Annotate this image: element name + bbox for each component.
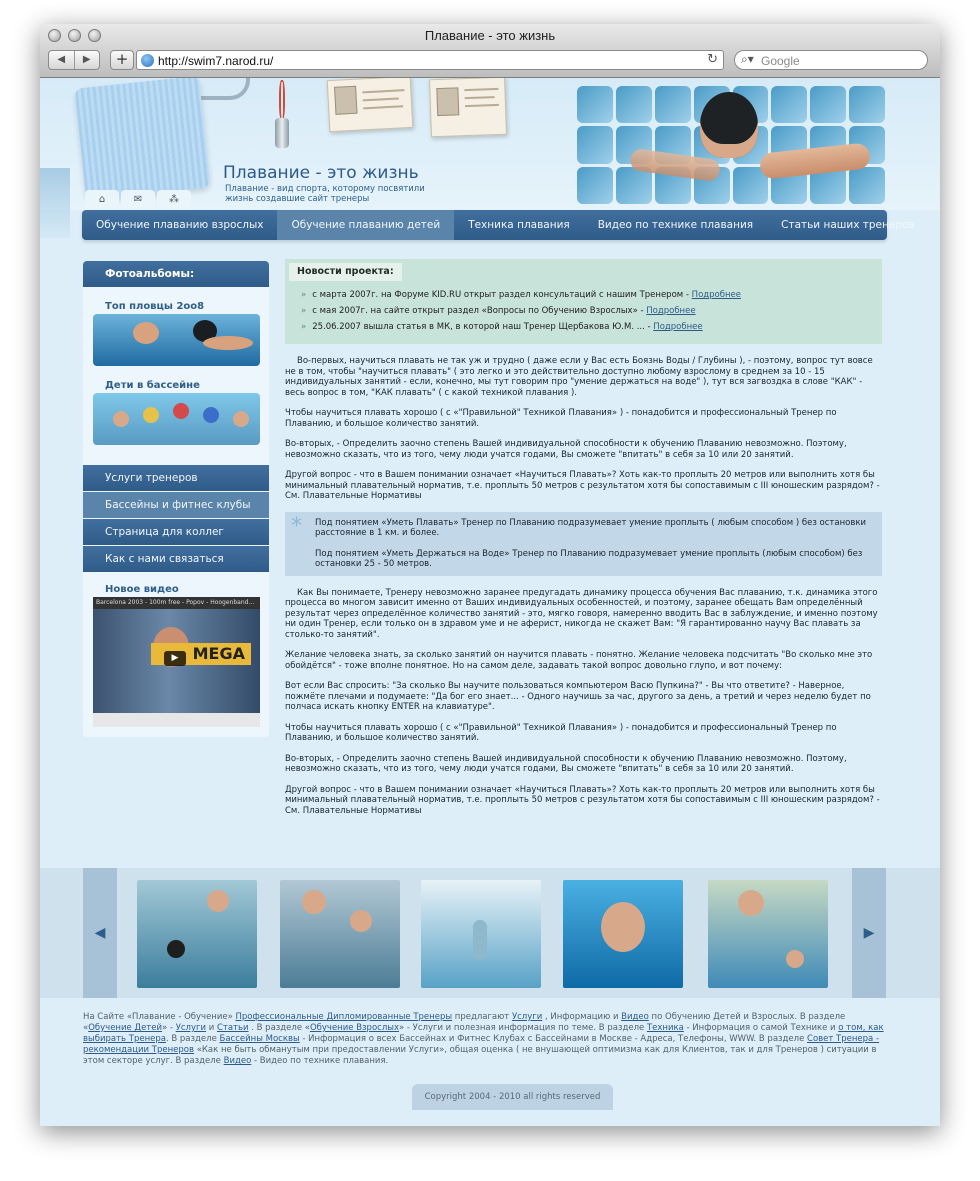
gallery-thumb[interactable] (708, 880, 828, 988)
nav-video[interactable]: Видео по технике плавания (597, 219, 754, 231)
reload-icon[interactable]: ↻ (707, 52, 718, 67)
footer-link[interactable]: о том, как выбирать Тренера (83, 1023, 884, 1044)
footer-link[interactable]: Профессиональные Дипломированные Тренеры (235, 1012, 453, 1022)
album-top-swimmers-image[interactable] (93, 314, 260, 366)
video-caption: Barcelona 2003 - 100m free - Popov - Hoogenband... (93, 597, 260, 609)
footer-link[interactable]: Обучение Детей (88, 1023, 163, 1033)
photo-gallery (40, 868, 940, 998)
search-input[interactable] (734, 50, 928, 70)
title-bar (40, 24, 940, 78)
news-more-link[interactable]: Подробнее (653, 322, 703, 332)
window-title: Плавание - это жизнь (424, 28, 556, 43)
home-icon[interactable]: ⌂ (85, 190, 119, 210)
certificate-image (429, 78, 507, 137)
copyright: Copyright 2004 - 2010 all rights reserved (412, 1084, 613, 1110)
gallery-thumb[interactable] (280, 880, 400, 988)
nav-articles[interactable]: Статьи наших тренеров (781, 219, 915, 231)
sidebar-item-contact[interactable]: Как с нами связаться (83, 546, 269, 572)
albums-heading: Фотоальбомы: (83, 261, 269, 287)
album-kids-image[interactable] (93, 393, 260, 445)
footer-link[interactable]: Видео (223, 1056, 252, 1066)
paragraph: Другой вопрос - что в Вашем понимании означает «Научиться Плавать»? Хоть как-то проплыть 20 метров или выполнить хотя бы минимальный плавательный норматив, т.е. проплыть 50 метров с результатом хотя бы сопоставимым с III юношеским разрядом? - См. Плавательные Нормативы (285, 470, 880, 501)
add-bookmark-button[interactable]: + (110, 50, 134, 70)
paragraph: Чтобы научиться плавать хорошо ( с «"Правильной" Техникой Плавания» ) - понадобится и профессиональный Тренер по Плаванию, и большое количество занятий. (285, 722, 837, 743)
footer-link[interactable]: Услуги (511, 1012, 543, 1022)
footer-link[interactable]: Видео (621, 1012, 649, 1022)
footer-text: На Сайте «Плавание - Обучение» Профессиональные Дипломированные Тренеры предлагают Услуги , Информацию и Видео по Обучению Детей и Взрослых. В разделе «Обучение Детей» - Услуги и Статьи . В разделе «Обучение Взрослых» - Услуги и полезная информация по теме. В разделе Техника - Информация о самой Технике и о том, как выбирать Тренера. В разделе Бассейны Москвы - Информация о всех Бассейнах и Фитнес Клубах с Бассейнами в Москве - Адреса, Телефоны, WWW. В разделе Совет Тренера - рекомендации Тренеров «Как не быть обманутым при предоставлении Услуги», общая оценка ( не внушающей оптимизма как для Клиентов, так и для Тренеров ) ситуации в этом секторе услуг. В разделе Видео - Видео по технике плавания. (83, 1012, 884, 1066)
paragraph: Чтобы научиться плавать хорошо ( с «"Правильной" Техникой Плавания» ) - понадобится и профессиональный Тренер по Плаванию, и большое количество занятий. (285, 408, 837, 429)
album-kids-link[interactable]: Дети в бассейне (105, 380, 200, 391)
footer-link[interactable]: Обучение Взрослых (309, 1023, 399, 1033)
site-subtitle: Плавание - вид спорта, которому посвятили жизнь создавшие сайт тренеры (225, 184, 425, 204)
decor-tiles (40, 168, 70, 238)
paragraph: Во-вторых, - Определить заочно степень Вашей индивидуальной способности к обучению Плаванию невозможно. Поэтому, невозможно сказать, что из того, чему люди учатся годами, Вы сможете "впитать" в себя за 10 или 20 занятий. (285, 753, 847, 774)
main-nav (82, 210, 915, 240)
towel-image (74, 78, 210, 200)
footer-link[interactable]: Совет Тренера - рекомендации Тренеров (83, 1034, 880, 1055)
paragraph: Желание человека знать, за сколько занятий он научится плавать - понятно. Желание человека подсчитать "Во сколько мне это обойдётся" - тоже вполне понятное. Но на самом деле, задавать такой вопрос довольно глупо, и вот почему: (285, 650, 873, 671)
paragraph: Во-вторых, - Определить заочно степень Вашей индивидуальной способности к обучению Плаванию невозможно. Поэтому, невозможно сказать, что из того, чему люди учатся годами, Вы сможете "впитать" в себя за 10 или 20 занятий. (285, 439, 847, 460)
new-video-heading: Новое видео (105, 584, 179, 595)
nav-technique[interactable]: Техника плавания (468, 219, 570, 231)
sidebar-item-pools[interactable]: Бассейны и фитнес клубы (83, 492, 269, 518)
nav-children[interactable]: Обучение плаванию детей (277, 210, 454, 240)
footer-link[interactable]: Статьи (216, 1023, 249, 1033)
search-placeholder: Google (761, 54, 800, 68)
mail-icon[interactable]: ✉ (121, 190, 155, 210)
header-icons (85, 190, 193, 210)
news-list (301, 287, 741, 335)
news-more-link[interactable]: Подробнее (646, 306, 696, 316)
video-banner-text: MEGA (151, 643, 251, 665)
asterisk-icon: * (291, 513, 302, 539)
site-title: Плавание - это жизнь (223, 163, 419, 183)
whistle-image (273, 80, 293, 150)
nav-adults[interactable]: Обучение плаванию взрослых (96, 219, 264, 231)
back-icon[interactable]: ◀ (49, 51, 75, 69)
footer-link[interactable]: Услуги (175, 1023, 206, 1033)
gallery-thumb[interactable] (563, 880, 683, 988)
news-item: » с мая 2007г. на сайте открыт раздел «Вопросы по Обучению Взрослых» - Подробнее (301, 306, 696, 316)
news-more-link[interactable]: Подробнее (691, 290, 741, 300)
album-top-swimmers-link[interactable]: Топ пловцы 2oo8 (105, 301, 205, 312)
paragraph: Как Вы понимаете, Тренеру невозможно заранее предугадать динамику процесса обучения Вас плаванию, т.к. динамика этого процесса во многом зависит именно от Ваших индивидуальных особенностей, и поэтому, заранее обещать Вам определённый результат через определённое количество занятий - это, мягко говоря, намеренно вводить Вас в заблуждение, и именно поэтому ни один Тренер, если только он в здравом уме и не аферист, никогда не скажет Вам: "Я гарантированно научу Вас плавать за столько-то занятий". (285, 587, 878, 640)
web-page (40, 78, 940, 1126)
definition-callout (285, 512, 882, 576)
footer-link[interactable]: Техника (646, 1023, 684, 1033)
history-buttons (48, 50, 100, 70)
sidebar-nav (83, 465, 269, 572)
paragraph: Во-первых, научиться плавать не так уж и трудно ( даже если у Вас есть Боязнь Воды / Глубины ), - поэтому, вопрос тут вовсе не в том, чтобы "научиться плавать" ( это легко и это действительно доступно любому взрослому в среднем за 10 - 15 индивидуальных занятий - если, конечно, мы тут говорим про "умение держаться на воде" ), тут вся загвоздка в слове "КАК" - весь вопрос в том, "КАК плавать" ( с какой техникой плавания ). (285, 356, 873, 398)
news-heading: Новости проекта: (289, 263, 402, 281)
gallery-thumb[interactable] (137, 880, 257, 988)
document-image (327, 78, 414, 132)
paragraph: Вот если Вас спросить: "За сколько Вы научите пользоваться компьютером Васю Пупкина?" - Вы что ответите? - Наверное, пожмёте плечами и подумаете: "Да бог его знает... - Одного научишь за час, другого за день, а третий и через неделю будет по полчаса искать кнопку ENTER на клавиатуре". (285, 681, 871, 712)
sidebar-item-colleagues[interactable]: Страница для коллег (83, 519, 269, 545)
video-player[interactable] (93, 597, 260, 727)
sidebar-item-coach-services[interactable]: Услуги тренеров (83, 465, 269, 491)
news-item: » с марта 2007г. на Форуме KID.RU открыт раздел консультаций с нашим Тренером - Подробнее (301, 290, 741, 300)
search-icon: ⌕▾ (741, 52, 754, 66)
callout-text: Под понятием «Уметь Держаться на Воде» Тренер по Плаванию подразумевает умение проплыть (любым способом) без остановки 25 - 50 метров. (315, 548, 863, 569)
article-content (285, 356, 882, 826)
browser-window (40, 24, 940, 1126)
sitemap-icon[interactable]: ⁂ (157, 190, 191, 210)
gallery-thumb[interactable] (421, 880, 541, 988)
forward-icon[interactable]: ▶ (82, 54, 91, 65)
url-text[interactable]: http://swim7.narod.ru/ (158, 54, 274, 68)
address-bar[interactable] (136, 50, 724, 70)
play-icon[interactable]: ▶ (164, 651, 186, 666)
site-header (40, 78, 940, 210)
sidebar (83, 261, 269, 737)
video-controls[interactable] (93, 713, 260, 727)
news-box (285, 259, 882, 344)
gallery-next-icon[interactable]: ▶ (852, 868, 886, 998)
footer-link[interactable]: Бассейны Москвы (219, 1034, 300, 1044)
news-item: » 25.06.2007 вышла статья в МК, в которой наш Тренер Щербакова Ю.М. ... - Подробнее (301, 322, 703, 332)
gallery-prev-icon[interactable]: ◀ (83, 868, 117, 998)
globe-icon (141, 54, 154, 67)
paragraph: Другой вопрос - что в Вашем понимании означает «Научиться Плавать»? Хоть как-то проплыть 20 метров или выполнить хотя бы минимальный плавательный норматив, т.е. проплыть 50 метров с результатом хотя бы сопоставимым с III юношеским разрядом? - См. Плавательные Нормативы (285, 784, 880, 816)
callout-text: Под понятием «Уметь Плавать» Тренер по Плаванию подразумевает умение проплыть ( любым способом ) без остановки расстояние в 1 км. и более. (315, 517, 867, 538)
